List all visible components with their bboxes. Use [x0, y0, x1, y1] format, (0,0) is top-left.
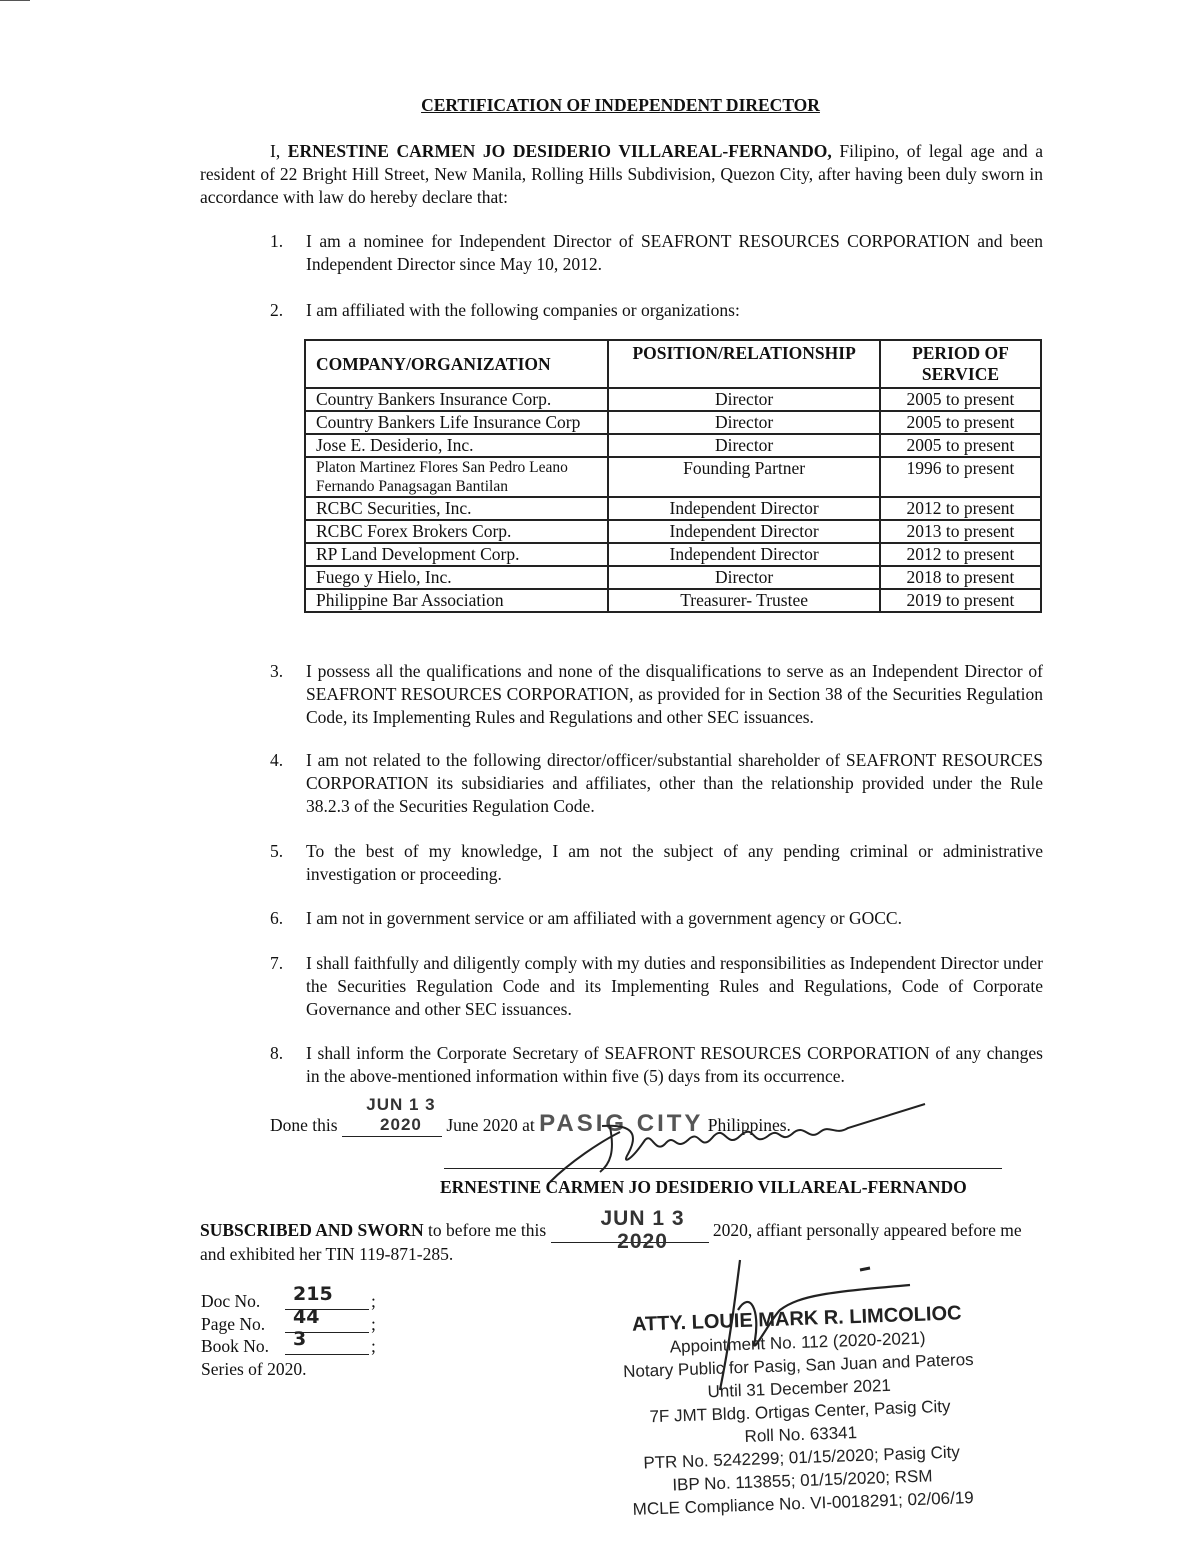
cell-company: RCBC Securities, Inc. [305, 497, 608, 520]
affiant-name: ERNESTINE CARMEN JO DESIDERIO VILLAREAL-FERNANDO, [287, 141, 832, 161]
intro-prefix: I, [270, 141, 281, 161]
list-item [270, 907, 1043, 930]
item-number: 4. [270, 750, 284, 770]
cell-company: Jose E. Desiderio, Inc. [305, 434, 608, 457]
series-line: Series of 2020. [201, 1358, 307, 1379]
item-text: I am not in government service or am affiliated with a government agency or GOCC. [306, 908, 902, 928]
list-item [270, 1042, 1043, 1088]
cell-company: Fuego y Hielo, Inc. [305, 566, 608, 589]
notary-line: Until 31 December 2021 [707, 1375, 892, 1402]
done-suffix: Philippines. [707, 1115, 791, 1135]
item-text: I possess all the qualifications and none of the disqualifications to serve as an Independent Director of SEAFRONT RESOURCES CORPORATION, as provided for in Section 38 of the Securities Regulation Code, its Implementing Rules and Regulations and other SEC issuances. [306, 661, 1043, 727]
list-item [270, 660, 1043, 729]
cell-position: Founding Partner [608, 457, 880, 497]
notary-stamp [587, 1301, 1014, 1523]
item-text: I shall faithfully and diligently comply with my duties and responsibilities as Independent Director under the Securities Regulation Code and its Implementing Rules and Regulations, Code of Corporate Governance and other SEC issuances. [306, 953, 1043, 1019]
item-text: I am affiliated with the following companies or organizations: [306, 300, 740, 320]
done-prefix: Done this [270, 1115, 338, 1135]
notary-line: Roll No. 63341 [744, 1423, 858, 1446]
cell-period: 2012 to present [880, 497, 1041, 520]
cell-position: Director [608, 566, 880, 589]
cell-period: 2005 to present [880, 411, 1041, 434]
cell-position: Independent Director [608, 543, 880, 566]
notary-line: Appointment No. 112 (2020-2021) [669, 1328, 926, 1357]
jurat-after: 2020, affiant personally appeared before me and exhibited her TIN 119-871-285. [200, 1220, 1022, 1264]
doc-info-block [201, 1283, 376, 1380]
item-number: 5. [270, 841, 284, 861]
done-mid: June 2020 at [446, 1115, 535, 1135]
signature-line [444, 1168, 1002, 1169]
doc-info-row: Page No. 44 ; [201, 1305, 376, 1334]
intro-text: Filipino, of legal age and a resident of 22 Bright Hill Street, New Manila, Rolling Hills Subdivision, Quezon City, after having been duly sworn in accordance with law do hereby declare that: [200, 141, 1044, 207]
jurat-before: to before me this [428, 1220, 547, 1240]
item-text: I am a nominee for Independent Director of SEAFRONT RESOURCES CORPORATION and been Independent Director since May 10, 2012. [306, 231, 1043, 274]
table-row [305, 543, 1041, 566]
table-row [305, 497, 1041, 520]
list-item [270, 299, 1043, 322]
cell-position: Director [608, 411, 880, 434]
cell-position: Director [608, 434, 880, 457]
cell-period: 1996 to present [880, 457, 1041, 497]
jurat-date-blank [551, 1207, 709, 1253]
notary-line: Notary Public for Pasig, San Juan and Pateros [622, 1349, 974, 1382]
table-row [305, 457, 1041, 497]
cell-company: Country Bankers Life Insurance Corp [305, 411, 608, 434]
cell-company: Platon Martinez Flores San Pedro Leano Fernando Panagsagan Bantilan [305, 457, 608, 497]
table-row [305, 589, 1041, 612]
cell-period: 2013 to present [880, 520, 1041, 543]
doc-info-value: 3 [293, 1328, 307, 1350]
document-title: CERTIFICATION OF INDEPENDENT DIRECTOR [421, 95, 820, 115]
scan-edge-mark [0, 0, 30, 1]
doc-info-row: Doc No. 215 ; [201, 1283, 376, 1311]
notary-line: 7F JMT Bldg. Ortigas Center, Pasig City [649, 1396, 951, 1427]
place-stamp: PASIG CITY [539, 1110, 704, 1137]
item-number: 7. [270, 953, 284, 973]
notary-line: IBP No. 113855; 01/15/2020; RSM [672, 1466, 933, 1495]
date-stamp: JUN 1 3 2020 [366, 1095, 436, 1134]
table-row [305, 434, 1041, 457]
item-number: 8. [270, 1043, 284, 1063]
item-text: To the best of my knowledge, I am not the subject of any pending criminal or administrative investigation or proceeding. [306, 841, 1043, 884]
table-row [305, 566, 1041, 589]
cell-company: RP Land Development Corp. [305, 543, 608, 566]
item-text: I am not related to the following director/officer/substantial shareholder of SEAFRONT RESOURCES CORPORATION its subsidiaries and affiliates, other than the relationship provided under the Rule 38.2.3 of the Securities Regulation Code. [306, 750, 1043, 816]
cell-period: 2019 to present [880, 589, 1041, 612]
intro-paragraph [200, 140, 1043, 209]
header-company: COMPANY/ORGANIZATION [305, 340, 608, 388]
doc-info-value: 215 [293, 1283, 333, 1305]
jurat-date-stamp: JUN 1 3 2020 [600, 1207, 685, 1253]
item-number: 1. [270, 231, 284, 251]
item-text: I shall inform the Corporate Secretary of SEAFRONT RESOURCES CORPORATION of any changes in the above-mentioned information within five (5) days from its occurrence. [306, 1043, 1043, 1086]
cell-company: RCBC Forex Brokers Corp. [305, 520, 608, 543]
affiliations-table [304, 339, 1042, 613]
cell-period: 2005 to present [880, 434, 1041, 457]
cell-period: 2018 to present [880, 566, 1041, 589]
notary-line: PTR No. 5242299; 01/15/2020; Pasig City [643, 1442, 961, 1473]
table-row [305, 520, 1041, 543]
doc-info-label: Page No. [201, 1313, 266, 1334]
table-row [305, 411, 1041, 434]
signatory-name: ERNESTINE CARMEN JO DESIDERIO VILLAREAL-FERNANDO [440, 1177, 967, 1197]
table-row [305, 388, 1041, 411]
header-period: PERIOD OF SERVICE [880, 340, 1041, 388]
doc-info-value: 44 [293, 1305, 320, 1328]
notary-line: MCLE Compliance No. VI-0018291; 02/06/19 [632, 1487, 975, 1519]
table-header-row [305, 340, 1041, 388]
notary-name: ATTY. LOUIE MARK R. LIMCOLIOC [631, 1302, 962, 1336]
cell-position: Independent Director [608, 520, 880, 543]
affiant-signature [530, 1092, 930, 1187]
list-item [270, 952, 1043, 1021]
list-item [270, 840, 1043, 886]
list-item [270, 230, 1043, 276]
list-item [270, 749, 1043, 818]
date-blank [342, 1095, 442, 1137]
cell-period: 2005 to present [880, 388, 1041, 411]
item-number: 2. [270, 300, 284, 320]
cell-period: 2012 to present [880, 543, 1041, 566]
cell-company: Philippine Bar Association [305, 589, 608, 612]
item-number: 3. [270, 661, 284, 681]
jurat-lead: SUBSCRIBED AND SWORN [200, 1220, 424, 1240]
cell-position: Treasurer- Trustee [608, 589, 880, 612]
cell-company: Country Bankers Insurance Corp. [305, 388, 608, 411]
cell-position: Director [608, 388, 880, 411]
item-number: 6. [270, 908, 284, 928]
cell-position: Independent Director [608, 497, 880, 520]
header-position: POSITION/RELATIONSHIP [608, 340, 880, 388]
doc-info-label: Book No. [201, 1336, 270, 1356]
doc-info-label: Doc No. [201, 1291, 261, 1311]
doc-info-row: Book No. 3 ; [201, 1328, 376, 1356]
